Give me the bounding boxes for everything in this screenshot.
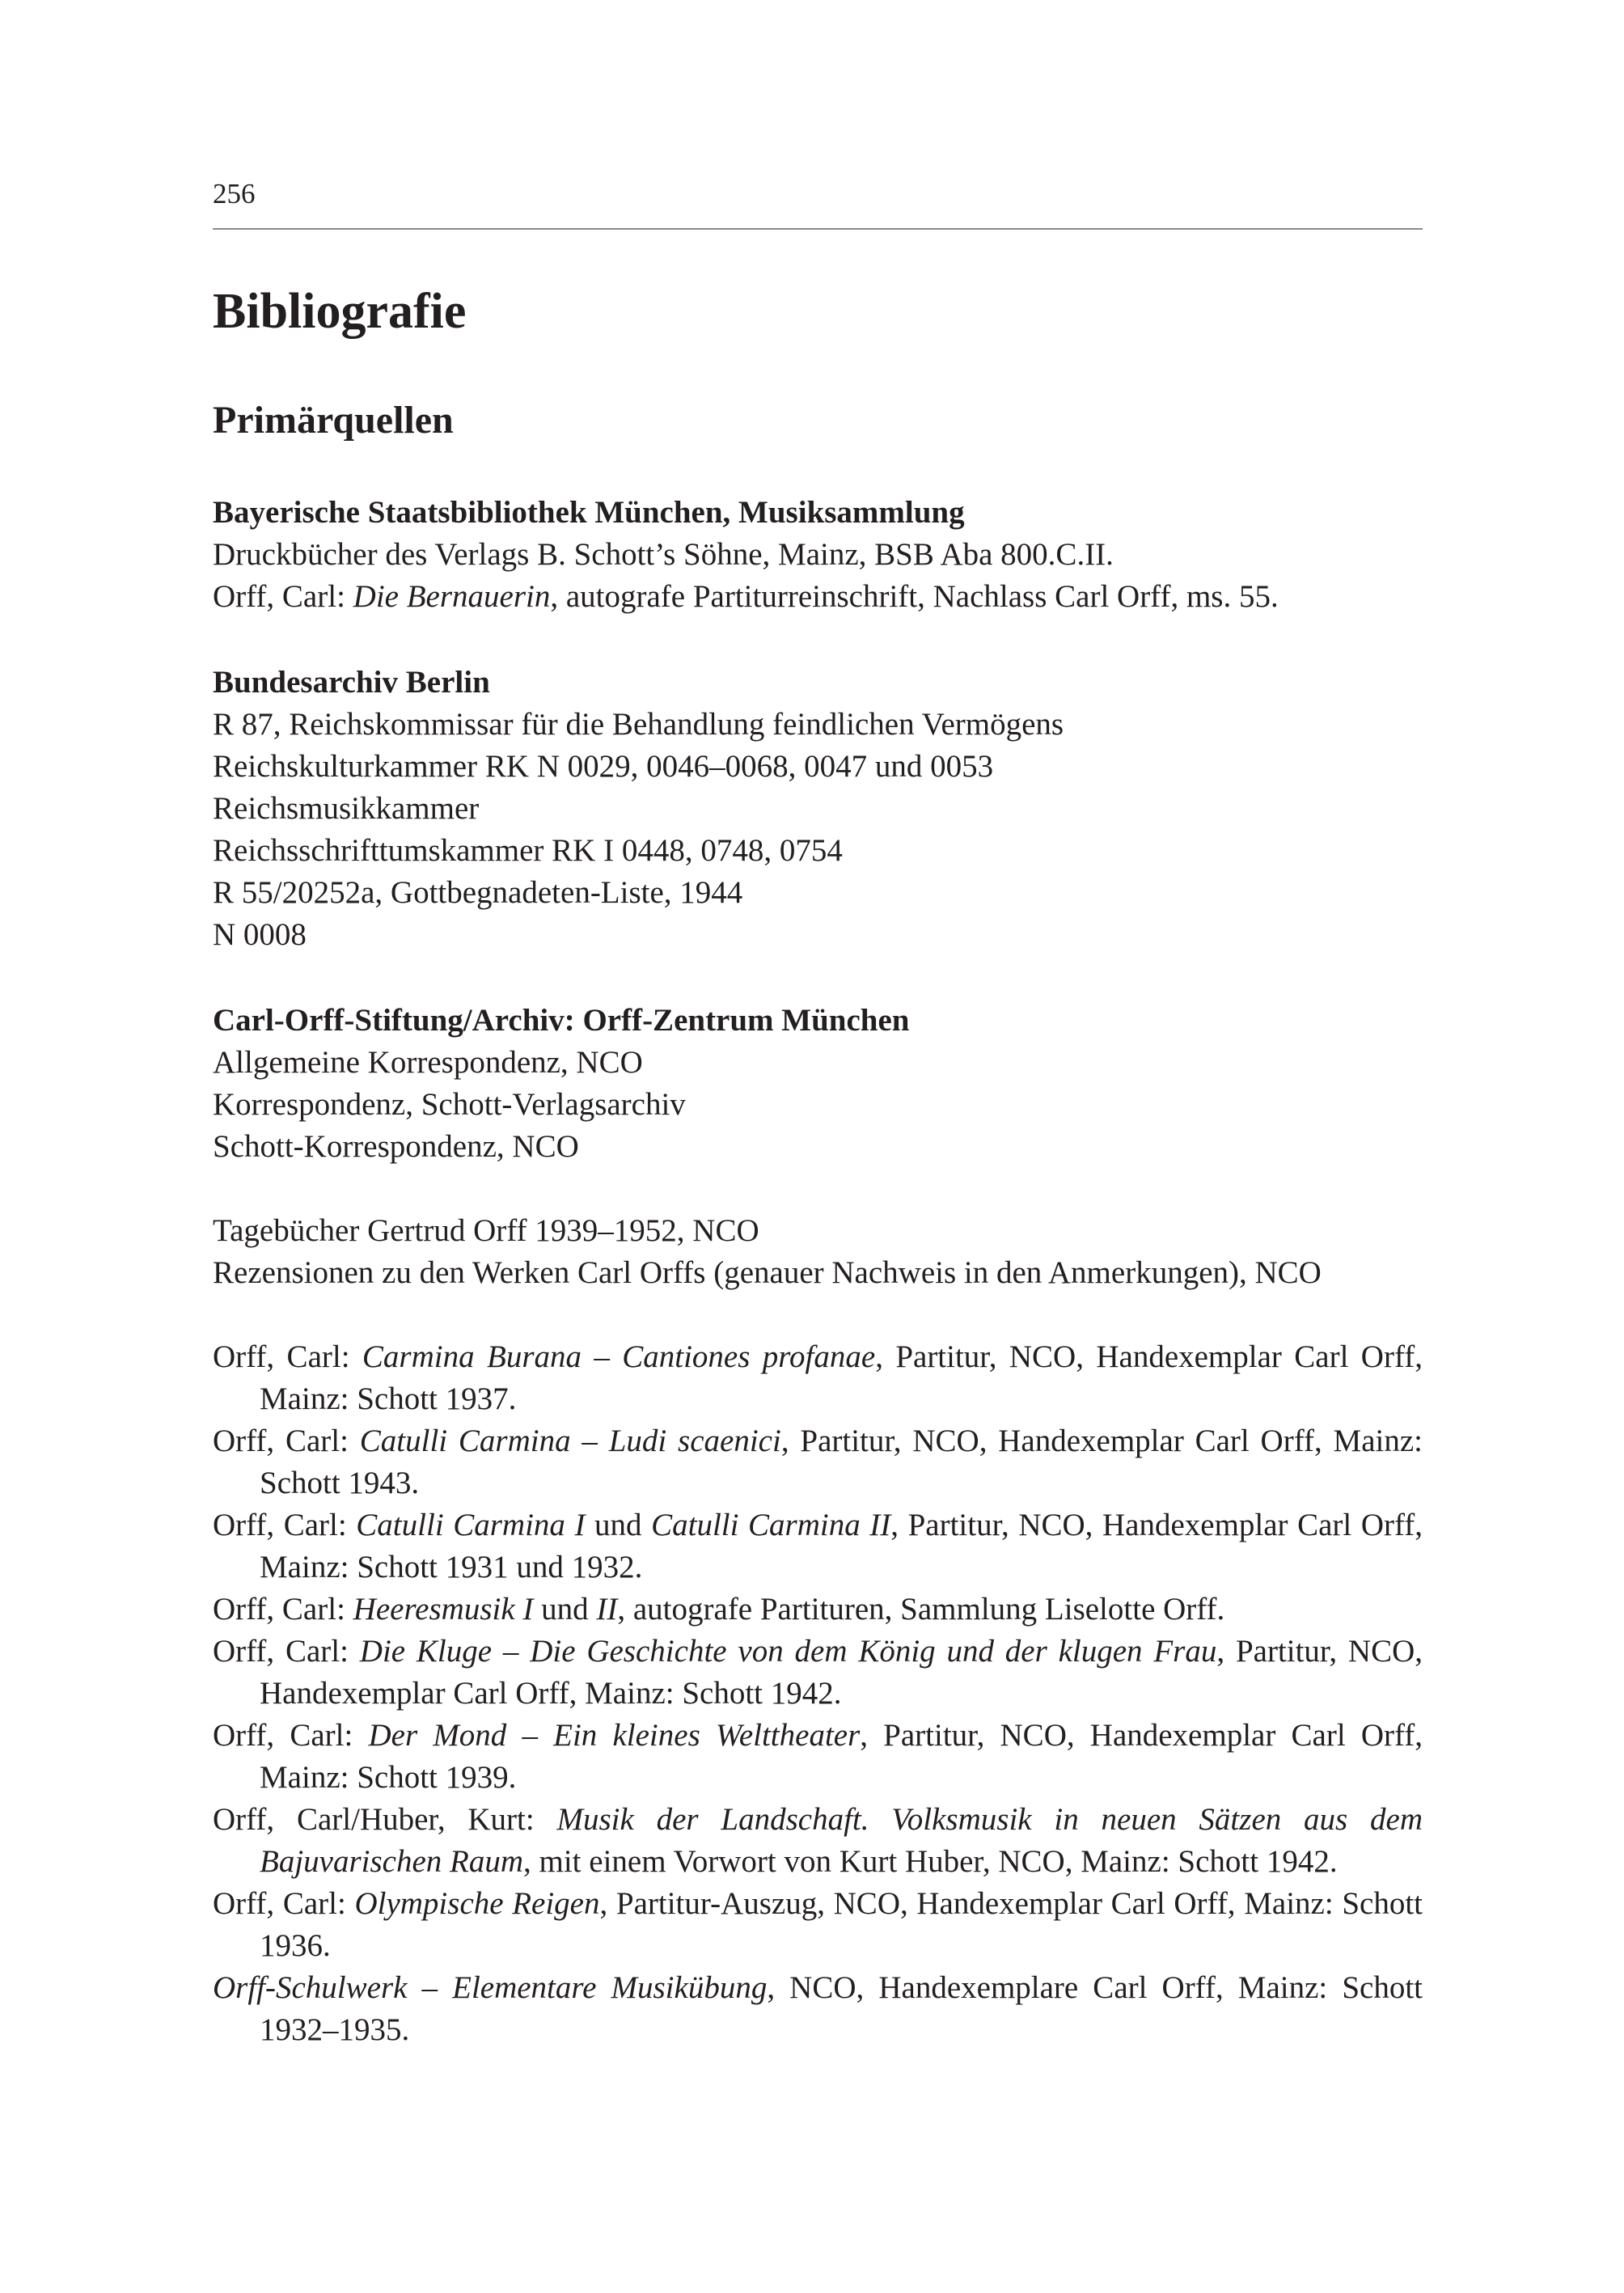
entry-text: und: [585, 1508, 652, 1542]
entry-italic-title: Die Kluge – Die Geschichte von dem König und der klugen Frau: [359, 1634, 1217, 1669]
bibliography-entry: [213, 1715, 1423, 1799]
source-line: Reichskulturkammer RK N 0029, 0046–0068, 0047 und 0053: [213, 749, 994, 784]
source-line: [213, 576, 1423, 618]
source-line: Reichsmusikkammer: [213, 791, 480, 826]
entry-text: Orff, Carl:: [213, 1886, 355, 1921]
entry-text: Orff, Carl:: [213, 1508, 357, 1542]
entry-text: Orff, Carl:: [213, 1339, 362, 1374]
source-line: R 55/20252a, Gottbegnadeten-Liste, 1944: [213, 875, 743, 910]
source-extra-block: [213, 1210, 1423, 1294]
entry-text: , Partitur, NCO, Handexemplar Carl Orff, Mainz: Schott 1943.: [260, 1424, 1423, 1500]
source-line: Schott-Korrespondenz, NCO: [213, 1129, 579, 1164]
source-line: Rezensionen zu den Werken Carl Orffs (genauer Nachweis in den Anmerkungen), NCO: [213, 1255, 1322, 1290]
bibliography-entry: [213, 1504, 1423, 1589]
entry-text: , Partitur, NCO, Handexemplar Carl Orff, Mainz: Schott 1937.: [260, 1339, 1423, 1416]
entry-text: Orff, Carl/Huber, Kurt:: [213, 1802, 557, 1837]
bibliography-entry: [213, 1420, 1423, 1504]
bibliography-entry: [213, 1336, 1423, 1420]
source-line: Druckbücher des Verlags B. Schott’s Söhne, Mainz, BSB Aba 800.C.II.: [213, 537, 1114, 572]
header-rule: [213, 228, 1423, 230]
source-line: Reichsschrifttumskammer RK I 0448, 0748, 0754: [213, 833, 843, 868]
bibliography-entry: [213, 1631, 1423, 1715]
entry-text: , Partitur-Auszug, NCO, Handexemplar Carl Orff, Mainz: Schott 1936.: [260, 1886, 1423, 1963]
entry-italic-title: Olympische Reigen: [354, 1886, 600, 1921]
source-line-suffix: , autografe Partiturreinschrift, Nachlass Carl Orff, ms. 55.: [550, 579, 1279, 614]
entry-italic-title: Catulli Carmina II: [651, 1508, 891, 1542]
page-title: Bibliografie: [213, 284, 467, 339]
source-line: Allgemeine Korrespondenz, NCO: [213, 1045, 643, 1080]
bibliography-entry: [213, 1589, 1423, 1631]
entry-text: Orff, Carl:: [213, 1634, 360, 1669]
entry-italic-title: Musik der Landschaft. Volksmusik in neuen Sätzen aus dem Bajuvarischen Raum: [260, 1802, 1423, 1879]
section-title-primary-sources: Primärquellen: [213, 399, 454, 442]
entry-text: Orff, Carl:: [213, 1718, 369, 1753]
source-line: R 87, Reichskommissar für die Behandlung feindlichen Vermögens: [213, 707, 1064, 742]
source-line: Korrespondenz, Schott-Verlagsarchiv: [213, 1087, 686, 1122]
entry-text: , Partitur, NCO, Handexemplar Carl Orff, Mainz: Schott 1939.: [260, 1718, 1423, 1795]
source-line-prefix: Orff, Carl:: [213, 579, 353, 614]
entry-text: , Partitur, NCO, Handexemplar Carl Orff, Mainz: Schott 1942.: [260, 1634, 1423, 1711]
entry-text: Orff, Carl:: [213, 1424, 360, 1458]
entry-text: Orff, Carl:: [213, 1592, 353, 1627]
entry-italic-title: Catulli Carmina I: [356, 1508, 586, 1542]
source-line-italic-title: Die Bernauerin: [353, 579, 551, 614]
bibliography-entry: [213, 1967, 1423, 2051]
page-content: [213, 275, 1423, 2051]
source-line: Tagebücher Gertrud Orff 1939–1952, NCO: [213, 1213, 759, 1248]
source-section-bundesarchiv: [213, 662, 1423, 956]
entry-italic-title: II: [596, 1592, 618, 1627]
entry-italic-title: Orff-Schulwerk – Elementare Musikübung: [213, 1970, 768, 2005]
entry-italic-title: Catulli Carmina – Ludi scaenici: [359, 1424, 781, 1458]
entry-text: , mit einem Vorwort von Kurt Huber, NCO, Mainz: Schott 1942.: [523, 1844, 1338, 1879]
entry-italic-title: Der Mond – Ein kleines Welttheater: [368, 1718, 861, 1753]
entry-text: , Partitur, NCO, Handexemplar Carl Orff, Mainz: Schott 1931 und 1932.: [260, 1508, 1423, 1584]
bibliography-entry-list: [213, 1336, 1423, 2051]
entry-italic-title: Heeresmusik I: [353, 1592, 534, 1627]
source-heading: Carl-Orff-Stiftung/Archiv: Orff-Zentrum München: [213, 1003, 910, 1038]
entry-text: , NCO, Handexemplare Carl Orff, Mainz: Schott 1932–1935.: [260, 1970, 1423, 2047]
bibliography-entry: [213, 1883, 1423, 1967]
entry-text: und: [533, 1592, 597, 1627]
source-line: N 0008: [213, 917, 307, 952]
bibliography-entry: [213, 1799, 1423, 1883]
source-heading: Bundesarchiv Berlin: [213, 665, 490, 700]
entry-italic-title: Carmina Burana – Cantiones profanae: [362, 1339, 876, 1374]
source-section-bsb: [213, 492, 1423, 618]
source-section-orff-zentrum: [213, 1000, 1423, 2051]
page-number: 256: [213, 178, 256, 209]
source-heading: Bayerische Staatsbibliothek München, Musiksammlung: [213, 495, 965, 530]
entry-text: , autografe Partituren, Sammlung Liselotte Orff.: [617, 1592, 1225, 1627]
